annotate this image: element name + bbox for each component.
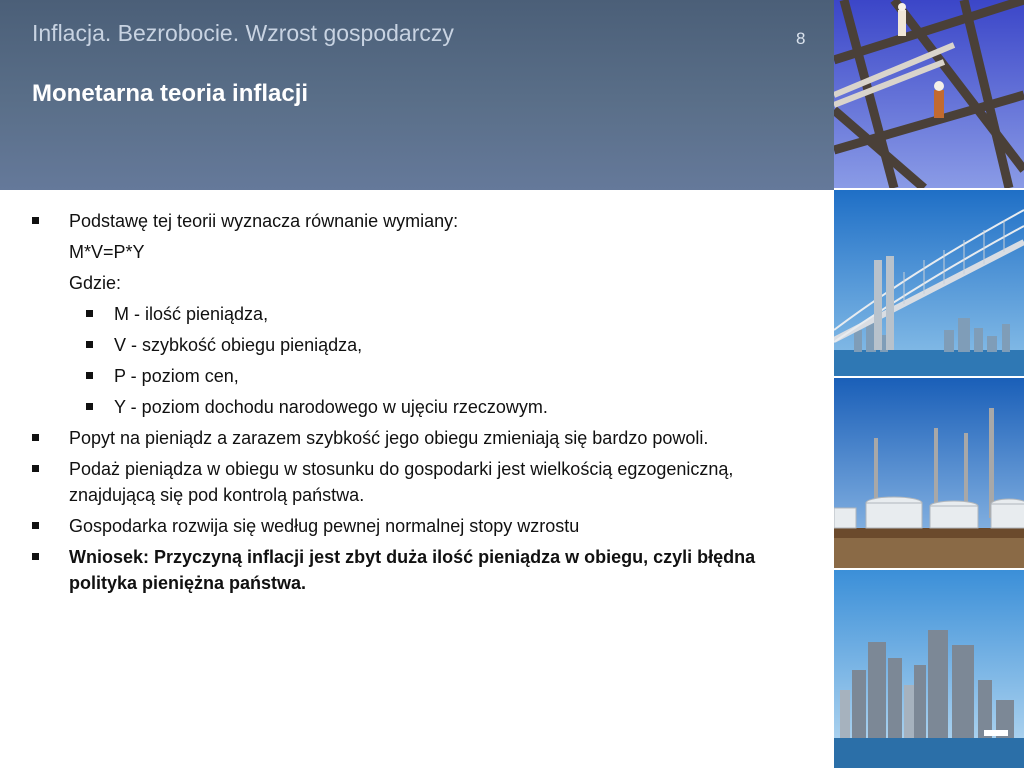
refinery-photo: [834, 378, 1024, 568]
list-item: [30, 270, 820, 296]
skyline-photo: [834, 570, 1024, 768]
square-bullet-icon: [86, 403, 93, 410]
item-text: Gdzie:: [69, 273, 122, 293]
item-text: P - poziom cen,: [114, 366, 239, 386]
list-item: [30, 456, 820, 508]
square-bullet-icon: [32, 553, 39, 560]
page-number: 8: [796, 29, 806, 48]
item-text: Podaż pieniądza w obiegu w stosunku do gospodarki jest wielkością egzogeniczną, znajdującą się pod kontrolą państwa.: [69, 459, 734, 505]
list-item: [30, 394, 820, 420]
slide-header: [0, 0, 834, 190]
list-item: [30, 363, 820, 389]
slide-title: Monetarna teoria inflacji: [32, 80, 309, 107]
square-bullet-icon: [32, 522, 39, 529]
item-text: V - szybkość obiegu pieniądza,: [114, 335, 363, 355]
bridge-photo: [834, 190, 1024, 376]
equation-text: M*V=P*Y: [69, 242, 145, 262]
square-bullet-icon: [32, 217, 39, 224]
square-bullet-icon: [32, 434, 39, 441]
construction-photo: [834, 0, 1024, 188]
equation: [30, 239, 820, 265]
square-bullet-icon: [86, 310, 93, 317]
list-item: [30, 513, 820, 539]
square-bullet-icon: [86, 341, 93, 348]
square-bullet-icon: [32, 465, 39, 472]
photo-strip: [834, 0, 1024, 768]
item-text: Podstawę tej teorii wyznacza równanie wymiany:: [69, 211, 459, 231]
item-text: Wniosek: Przyczyną inflacji jest zbyt duża ilość pieniądza w obiegu, czyli błędna polityka pieniężna państwa.: [69, 547, 756, 593]
conclusion-item: [30, 544, 820, 596]
list-item: [30, 208, 820, 234]
list-item: [30, 332, 820, 358]
item-text: M - ilość pieniądza,: [114, 304, 269, 324]
list-item: [30, 425, 820, 451]
item-text: Gospodarka rozwija się według pewnej normalnej stopy wzrostu: [69, 516, 580, 536]
square-bullet-icon: [86, 372, 93, 379]
item-text: Popyt na pieniądz a zarazem szybkość jego obiegu zmieniają się bardzo powoli.: [69, 428, 709, 448]
list-item: [30, 301, 820, 327]
deck-title: Inflacja. Bezrobocie. Wzrost gospodarczy: [32, 20, 454, 46]
item-text: Y - poziom dochodu narodowego w ujęciu rzeczowym.: [114, 397, 548, 417]
slide-content: [30, 208, 820, 601]
